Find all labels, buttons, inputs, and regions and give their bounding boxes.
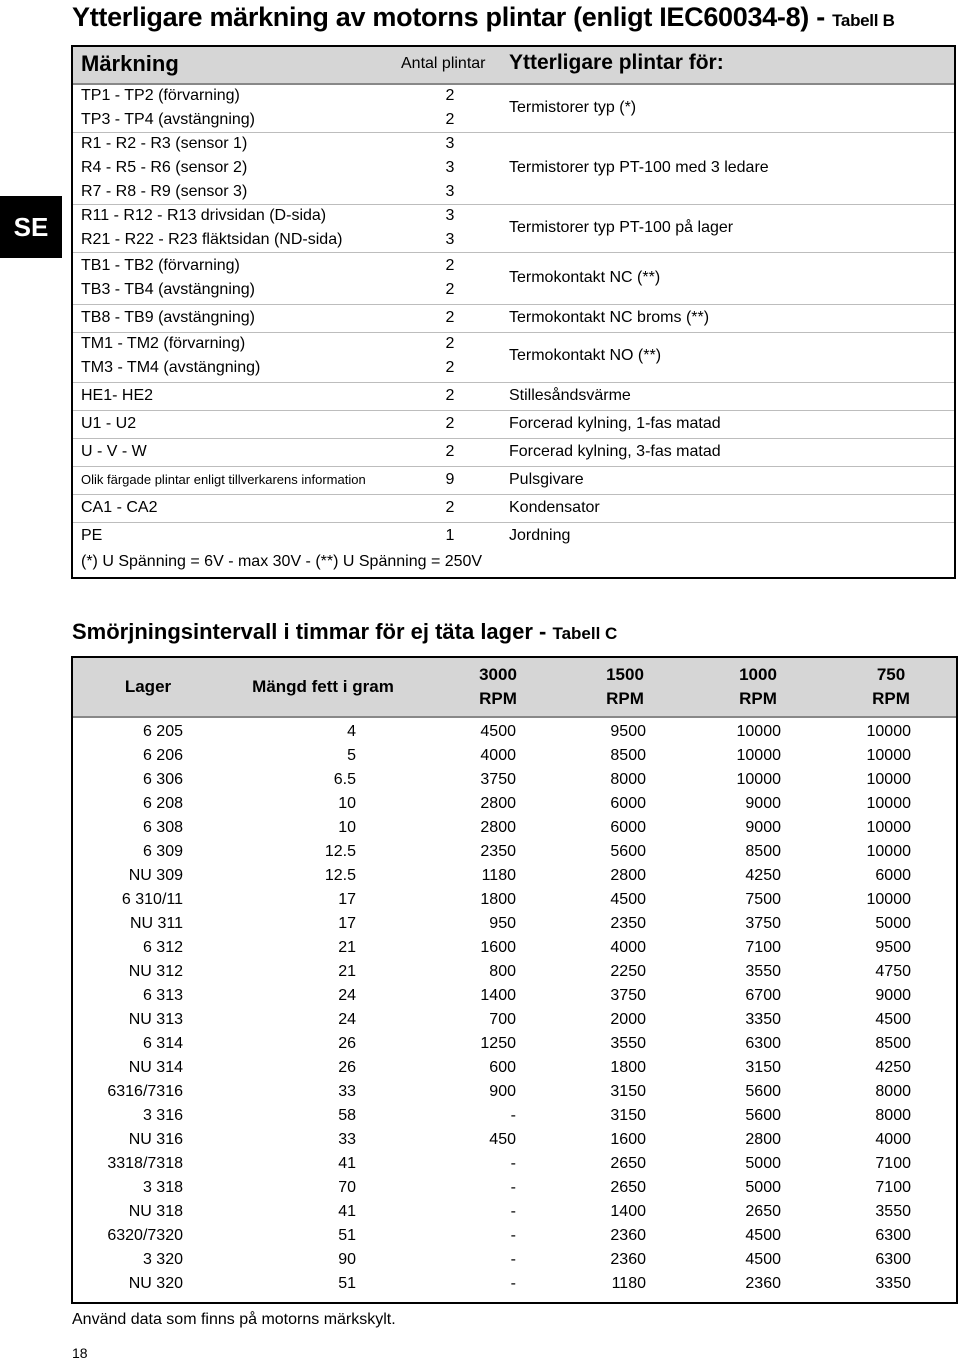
- cell-grease: 6.5: [333, 771, 356, 788]
- marking-label: R11 - R12 - R13 drivsidan (D-sida): [81, 207, 327, 224]
- cell-grease: 21: [338, 963, 356, 980]
- table-c-title-sub: Tabell C: [552, 624, 618, 643]
- cell-rpm-1500: 3150: [610, 1083, 646, 1100]
- table-row: [73, 1032, 956, 1056]
- cell-rpm-1000: 9000: [745, 795, 781, 812]
- table-row: [73, 1128, 956, 1152]
- cell-rpm-1000: 6700: [745, 987, 781, 1004]
- table-row: [73, 1200, 956, 1224]
- rpm-value: 3000: [479, 665, 517, 684]
- table-b-row-heater: [73, 382, 954, 411]
- cell-rpm-750: 10000: [866, 723, 911, 740]
- cell-rpm-1500: 6000: [610, 819, 646, 836]
- table-row: [73, 792, 956, 816]
- cell-rpm-3000: 1600: [480, 939, 516, 956]
- purpose-label: Termokontakt NC broms (**): [509, 309, 710, 326]
- marking-label: R7 - R8 - R9 (sensor 3): [81, 183, 248, 200]
- cell-rpm-1000: 10000: [736, 723, 781, 740]
- cell-rpm-3000: -: [510, 1107, 516, 1124]
- cell-bearing: 3 316: [142, 1107, 183, 1124]
- cell-rpm-1500: 1800: [610, 1059, 646, 1076]
- marking-label: TB3 - TB4 (avstängning): [81, 281, 256, 298]
- table-row: [73, 864, 956, 888]
- cell-rpm-3000: 2350: [480, 843, 516, 860]
- cell-rpm-3000: 900: [489, 1083, 516, 1100]
- rpm-value: 1500: [606, 665, 644, 684]
- header-grease: Mängd fett i gram: [252, 677, 394, 696]
- marking-count: 3: [445, 183, 455, 200]
- marking-label: CA1 - CA2: [81, 499, 158, 516]
- cell-bearing: NU 314: [128, 1059, 183, 1076]
- marking-label: R1 - R2 - R3 (sensor 1): [81, 135, 248, 152]
- cell-grease: 41: [338, 1203, 356, 1220]
- cell-rpm-1500: 6000: [610, 795, 646, 812]
- marking-count: 3: [445, 159, 455, 176]
- table-row: [73, 1152, 956, 1176]
- cell-grease: 12.5: [324, 867, 356, 884]
- marking-label: U - V - W: [81, 443, 147, 460]
- cell-rpm-1500: 2000: [610, 1011, 646, 1028]
- cell-rpm-1500: 2360: [610, 1227, 646, 1244]
- purpose-label: Termokontakt NC (**): [509, 269, 661, 286]
- language-tab: SE: [0, 196, 62, 258]
- cell-rpm-3000: -: [510, 1251, 516, 1268]
- cell-grease: 90: [338, 1251, 356, 1268]
- cell-rpm-1000: 7100: [745, 939, 781, 956]
- cell-rpm-1000: 4250: [745, 867, 781, 884]
- cell-rpm-750: 4250: [875, 1059, 911, 1076]
- cell-grease: 21: [338, 939, 356, 956]
- cell-rpm-3000: 1800: [480, 891, 516, 908]
- table-b-group-tb: [73, 252, 954, 305]
- cell-rpm-1000: 5000: [745, 1179, 781, 1196]
- header-rpm-3000: [453, 658, 543, 716]
- cell-bearing: 6 306: [142, 771, 183, 788]
- cell-grease: 58: [338, 1107, 356, 1124]
- cell-bearing: NU 309: [128, 867, 183, 884]
- cell-rpm-750: 3550: [875, 1203, 911, 1220]
- table-row: [73, 960, 956, 984]
- cell-rpm-1000: 4500: [745, 1227, 781, 1244]
- cell-bearing: 6320/7320: [107, 1227, 183, 1244]
- cell-rpm-750: 4750: [875, 963, 911, 980]
- cell-bearing: 3318/7318: [107, 1155, 183, 1172]
- header-rpm-750: [846, 658, 936, 716]
- cell-grease: 41: [338, 1155, 356, 1172]
- table-row: [73, 984, 956, 1008]
- cell-rpm-3000: 450: [489, 1131, 516, 1148]
- marking-count: 2: [445, 111, 455, 128]
- cell-rpm-750: 7100: [875, 1155, 911, 1172]
- cell-grease: 12.5: [324, 843, 356, 860]
- marking-count: 2: [445, 499, 455, 516]
- marking-label: HE1- HE2: [81, 387, 154, 404]
- rpm-unit: RPM: [739, 689, 777, 708]
- marking-count: 3: [445, 231, 455, 248]
- cell-rpm-750: 10000: [866, 747, 911, 764]
- cell-bearing: 3 318: [142, 1179, 183, 1196]
- cell-grease: 10: [338, 795, 356, 812]
- header-marking: Märkning: [81, 51, 179, 76]
- cell-bearing: 3 320: [142, 1251, 183, 1268]
- table-row: [73, 768, 956, 792]
- purpose-label: Termistorer typ (*): [509, 99, 637, 116]
- rpm-unit: RPM: [872, 689, 910, 708]
- cell-rpm-1500: 2360: [610, 1251, 646, 1268]
- cell-rpm-1000: 2360: [745, 1275, 781, 1292]
- marking-label: Olik färgade plintar enligt tillverkarens information: [81, 472, 366, 487]
- cell-rpm-1500: 1400: [610, 1203, 646, 1220]
- cell-grease: 26: [338, 1035, 356, 1052]
- cell-rpm-750: 10000: [866, 843, 911, 860]
- cell-rpm-1000: 3550: [745, 963, 781, 980]
- purpose-label: Termokontakt NO (**): [509, 347, 662, 364]
- purpose-label: Forcerad kylning, 3-fas matad: [509, 443, 721, 460]
- cell-rpm-1000: 4500: [745, 1251, 781, 1268]
- marking-count: 2: [445, 87, 455, 104]
- table-row: [73, 1080, 956, 1104]
- table-b-group-tm: [73, 332, 954, 383]
- header-rpm-1500: [580, 658, 670, 716]
- marking-label: R21 - R22 - R23 fläktsidan (ND-sida): [81, 231, 343, 248]
- cell-rpm-750: 10000: [866, 819, 911, 836]
- cell-rpm-3000: 800: [489, 963, 516, 980]
- header-count: Antal plintar: [401, 55, 486, 72]
- purpose-label: Kondensator: [509, 499, 600, 516]
- cell-grease: 5: [347, 747, 356, 764]
- marking-count: 2: [445, 359, 455, 376]
- marking-label: R4 - R5 - R6 (sensor 2): [81, 159, 248, 176]
- cell-rpm-1000: 3350: [745, 1011, 781, 1028]
- table-c-note: Använd data som finns på motorns märkskylt.: [72, 1311, 396, 1328]
- cell-rpm-1000: 8500: [745, 843, 781, 860]
- purpose-label: Pulsgivare: [509, 471, 584, 488]
- cell-rpm-1000: 2800: [745, 1131, 781, 1148]
- cell-rpm-1500: 3150: [610, 1107, 646, 1124]
- rpm-unit: RPM: [606, 689, 644, 708]
- cell-rpm-1000: 3150: [745, 1059, 781, 1076]
- marking-count: 2: [445, 387, 455, 404]
- table-row: [73, 936, 956, 960]
- table-row: [73, 1056, 956, 1080]
- cell-bearing: 6 313: [142, 987, 183, 1004]
- cell-rpm-1000: 7500: [745, 891, 781, 908]
- cell-grease: 51: [338, 1275, 356, 1292]
- cell-rpm-750: 9000: [875, 987, 911, 1004]
- cell-rpm-1500: 3750: [610, 987, 646, 1004]
- cell-bearing: NU 313: [128, 1011, 183, 1028]
- cell-grease: 17: [338, 915, 356, 932]
- header-rpm-1000: [713, 658, 803, 716]
- cell-rpm-1500: 2650: [610, 1179, 646, 1196]
- marking-count: 1: [445, 527, 455, 544]
- table-b-title: [72, 2, 895, 33]
- marking-count: 9: [445, 471, 455, 488]
- purpose-label: Forcerad kylning, 1-fas matad: [509, 415, 721, 432]
- cell-rpm-1500: 8500: [610, 747, 646, 764]
- cell-rpm-1000: 3750: [745, 915, 781, 932]
- cell-rpm-1000: 10000: [736, 747, 781, 764]
- cell-rpm-750: 6300: [875, 1251, 911, 1268]
- cell-bearing: 6 206: [142, 747, 183, 764]
- cell-rpm-3000: -: [510, 1227, 516, 1244]
- cell-rpm-1000: 5000: [745, 1155, 781, 1172]
- cell-rpm-3000: 2800: [480, 795, 516, 812]
- cell-rpm-750: 6000: [875, 867, 911, 884]
- cell-grease: 10: [338, 819, 356, 836]
- header-purpose: Ytterligare plintar för:: [509, 51, 724, 74]
- table-row: [73, 888, 956, 912]
- table-b-row-earth: [73, 522, 954, 550]
- purpose-label: Jordning: [509, 527, 571, 544]
- cell-bearing: 6 314: [142, 1035, 183, 1052]
- marking-label: TB1 - TB2 (förvarning): [81, 257, 240, 274]
- cell-rpm-3000: -: [510, 1275, 516, 1292]
- cell-rpm-3000: 2800: [480, 819, 516, 836]
- table-row: [73, 1272, 956, 1296]
- table-b-group-r-bearings: [73, 204, 954, 253]
- cell-rpm-3000: 950: [489, 915, 516, 932]
- cell-rpm-1500: 4000: [610, 939, 646, 956]
- table-row: [73, 912, 956, 936]
- table-b-row-fan-3ph: [73, 438, 954, 467]
- cell-rpm-3000: -: [510, 1155, 516, 1172]
- cell-rpm-1000: 9000: [745, 819, 781, 836]
- cell-bearing: 6 310/11: [121, 891, 183, 908]
- table-b-row-encoder: [73, 466, 954, 495]
- header-bearing: Lager: [124, 677, 172, 696]
- marking-count: 2: [445, 443, 455, 460]
- table-row: [73, 744, 956, 768]
- cell-bearing: 6 308: [142, 819, 183, 836]
- table-b-row-fan-1ph: [73, 410, 954, 439]
- cell-rpm-3000: 4500: [480, 723, 516, 740]
- marking-label: U1 - U2: [81, 415, 137, 432]
- cell-rpm-1500: 3550: [610, 1035, 646, 1052]
- table-b-group-tb-brake: [73, 304, 954, 333]
- cell-rpm-750: 4000: [875, 1131, 911, 1148]
- cell-rpm-1500: 2250: [610, 963, 646, 980]
- cell-rpm-1500: 5600: [610, 843, 646, 860]
- table-row: [73, 1008, 956, 1032]
- cell-rpm-1500: 4500: [610, 891, 646, 908]
- cell-bearing: 6 309: [142, 843, 183, 860]
- cell-rpm-3000: 1250: [480, 1035, 516, 1052]
- cell-bearing: NU 320: [128, 1275, 183, 1292]
- cell-rpm-3000: -: [510, 1203, 516, 1220]
- table-c-title: [72, 619, 617, 645]
- marking-label: TM3 - TM4 (avstängning): [81, 359, 261, 376]
- table-b-title-sub: Tabell B: [832, 11, 895, 30]
- table-b-group-tp: [73, 84, 954, 133]
- cell-rpm-3000: -: [510, 1179, 516, 1196]
- table-b: [71, 45, 956, 579]
- purpose-label: Stillesåndsvärme: [509, 387, 631, 404]
- cell-rpm-1000: 10000: [736, 771, 781, 788]
- cell-rpm-750: 8000: [875, 1083, 911, 1100]
- table-b-footnote: (*) U Spänning = 6V - max 30V - (**) U Spänning = 250V: [81, 553, 483, 570]
- cell-grease: 24: [338, 987, 356, 1004]
- cell-rpm-750: 9500: [875, 939, 911, 956]
- rpm-unit: RPM: [479, 689, 517, 708]
- cell-rpm-750: 4500: [875, 1011, 911, 1028]
- cell-grease: 51: [338, 1227, 356, 1244]
- cell-rpm-750: 7100: [875, 1179, 911, 1196]
- cell-bearing: NU 311: [129, 915, 183, 932]
- cell-grease: 24: [338, 1011, 356, 1028]
- cell-grease: 33: [338, 1083, 356, 1100]
- marking-label: TP1 - TP2 (förvarning): [81, 87, 240, 104]
- cell-rpm-1000: 5600: [745, 1083, 781, 1100]
- cell-bearing: 6 312: [142, 939, 183, 956]
- rpm-value: 750: [876, 665, 906, 684]
- table-b-title-main: Ytterligare märkning av motorns plintar (enligt IEC60034-8) -: [72, 2, 833, 32]
- cell-rpm-750: 8500: [875, 1035, 911, 1052]
- page-number: 18: [72, 1345, 88, 1361]
- cell-rpm-750: 10000: [866, 771, 911, 788]
- table-row: [73, 1248, 956, 1272]
- cell-rpm-3000: 4000: [480, 747, 516, 764]
- cell-rpm-1000: 6300: [745, 1035, 781, 1052]
- cell-rpm-750: 5000: [875, 915, 911, 932]
- marking-count: 2: [445, 415, 455, 432]
- rpm-value: 1000: [739, 665, 777, 684]
- cell-rpm-3000: 1400: [480, 987, 516, 1004]
- marking-count: 3: [445, 207, 455, 224]
- cell-bearing: 6 208: [142, 795, 183, 812]
- table-c: [71, 656, 958, 1304]
- marking-label: TB8 - TB9 (avstängning): [81, 309, 256, 326]
- cell-rpm-1500: 8000: [610, 771, 646, 788]
- table-row: [73, 816, 956, 840]
- cell-bearing: NU 318: [128, 1203, 183, 1220]
- table-b-group-r-sensors: [73, 132, 954, 205]
- cell-bearing: 6 205: [142, 723, 183, 740]
- purpose-label: Termistorer typ PT-100 på lager: [509, 219, 734, 236]
- cell-rpm-750: 6300: [875, 1227, 911, 1244]
- table-row: [73, 1176, 956, 1200]
- cell-rpm-3000: 3750: [480, 771, 516, 788]
- table-row: [73, 1104, 956, 1128]
- cell-grease: 26: [338, 1059, 356, 1076]
- marking-count: 2: [445, 281, 455, 298]
- cell-rpm-750: 8000: [875, 1107, 911, 1124]
- cell-rpm-1500: 2800: [610, 867, 646, 884]
- cell-bearing: 6316/7316: [107, 1083, 183, 1100]
- marking-count: 3: [445, 135, 455, 152]
- table-row: [73, 840, 956, 864]
- cell-rpm-750: 3350: [875, 1275, 911, 1292]
- table-b-header: [73, 47, 954, 85]
- cell-grease: 17: [338, 891, 356, 908]
- table-row: [73, 1224, 956, 1248]
- table-c-title-main: Smörjningsintervall i timmar för ej täta lager -: [72, 619, 553, 644]
- table-c-header: [73, 658, 956, 718]
- marking-count: 2: [445, 257, 455, 274]
- cell-rpm-3000: 700: [489, 1011, 516, 1028]
- cell-grease: 70: [338, 1179, 356, 1196]
- cell-rpm-750: 10000: [866, 891, 911, 908]
- marking-label: TP3 - TP4 (avstängning): [81, 111, 256, 128]
- cell-rpm-750: 10000: [866, 795, 911, 812]
- marking-count: 2: [445, 335, 455, 352]
- cell-rpm-3000: 1180: [481, 867, 516, 884]
- cell-bearing: NU 316: [128, 1131, 183, 1148]
- marking-label: PE: [81, 527, 103, 544]
- table-row: [73, 720, 956, 744]
- table-b-row-capacitor: [73, 494, 954, 523]
- cell-rpm-3000: 600: [489, 1059, 516, 1076]
- cell-grease: 4: [347, 723, 356, 740]
- purpose-label: Termistorer typ PT-100 med 3 ledare: [509, 159, 769, 176]
- cell-rpm-1500: 2650: [610, 1155, 646, 1172]
- cell-grease: 33: [338, 1131, 356, 1148]
- cell-rpm-1500: 1600: [610, 1131, 646, 1148]
- cell-rpm-1000: 2650: [745, 1203, 781, 1220]
- cell-rpm-1000: 5600: [745, 1107, 781, 1124]
- cell-rpm-1500: 2350: [610, 915, 646, 932]
- cell-rpm-1500: 1180: [611, 1275, 646, 1292]
- marking-label: TM1 - TM2 (förvarning): [81, 335, 246, 352]
- table-c-body: [73, 720, 956, 1296]
- cell-rpm-1500: 9500: [610, 723, 646, 740]
- cell-bearing: NU 312: [128, 963, 183, 980]
- marking-count: 2: [445, 309, 455, 326]
